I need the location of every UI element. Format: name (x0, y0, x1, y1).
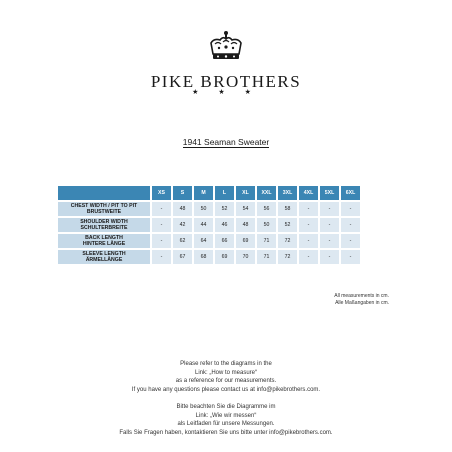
brand-logo (0, 30, 452, 66)
table-cell: 71 (257, 250, 276, 264)
table-cell: - (152, 202, 171, 216)
col-header: L (215, 186, 234, 200)
table-row (58, 202, 360, 216)
table-header-row (58, 186, 360, 200)
info-line: Please refer to the diagrams in the (180, 361, 272, 367)
table-cell: - (341, 202, 360, 216)
info-link[interactable]: Link: „Wie wir messen“ (195, 412, 257, 419)
crown-icon (206, 30, 246, 66)
table-cell: - (320, 234, 339, 248)
table-cell: 52 (215, 202, 234, 216)
table-cell: - (299, 250, 318, 264)
row-label-en: BACK LENGTH (85, 235, 123, 241)
col-header: XL (236, 186, 255, 200)
row-label (58, 234, 150, 248)
table-cell: - (320, 218, 339, 232)
row-label-de: HINTERE LÄNGE (82, 241, 126, 247)
size-table (56, 184, 362, 266)
table-cell: - (341, 218, 360, 232)
info-english (0, 360, 452, 394)
note-de: Alle Maßangaben in cm. (335, 300, 389, 306)
col-header: 4XL (299, 186, 318, 200)
table-cell: - (152, 218, 171, 232)
table-cell: 66 (215, 234, 234, 248)
measurement-note (334, 293, 389, 307)
table-cell: - (341, 234, 360, 248)
title-text: 1941 Seaman Sweater (182, 137, 270, 147)
table-cell: 72 (278, 234, 297, 248)
table-cell: 50 (257, 218, 276, 232)
table-cell: 68 (194, 250, 213, 264)
row-label-en: CHEST WIDTH / PIT TO PIT (70, 203, 138, 209)
row-label-de: SCHULTERBREITE (80, 225, 128, 231)
table-row (58, 250, 360, 264)
table-cell: - (152, 250, 171, 264)
table-row (58, 234, 360, 248)
col-header: M (194, 186, 213, 200)
table-cell: 62 (173, 234, 192, 248)
row-label (58, 250, 150, 264)
table-cell: 46 (215, 218, 234, 232)
table-cell: 48 (236, 218, 255, 232)
table-cell: 50 (194, 202, 213, 216)
col-header: S (173, 186, 192, 200)
table-cell: 42 (173, 218, 192, 232)
table-cell: 71 (257, 234, 276, 248)
table-cell: 54 (236, 202, 255, 216)
row-label-de: ÄRMELLÄNGE (85, 257, 123, 263)
table-cell: 56 (257, 202, 276, 216)
table-cell: - (341, 250, 360, 264)
info-link[interactable]: Link: „How to measure“ (194, 369, 258, 376)
table-cell: 69 (236, 234, 255, 248)
table-cell: 58 (278, 202, 297, 216)
table-cell: 70 (236, 250, 255, 264)
table-cell: 52 (278, 218, 297, 232)
table-cell: 72 (278, 250, 297, 264)
row-label-de: BRUSTWEITE (86, 209, 122, 215)
table-cell: - (152, 234, 171, 248)
info-contact[interactable]: If you have any questions please contact us at info@pikebrothers.com. (131, 386, 321, 393)
table-cell: - (299, 234, 318, 248)
note-en: All measurements in cm. (334, 293, 389, 299)
row-label-en: SHOULDER WIDTH (80, 219, 128, 225)
row-label-en: SLEEVE LENGTH (82, 251, 126, 257)
col-header: 3XL (278, 186, 297, 200)
col-header: XS (152, 186, 171, 200)
info-contact[interactable]: Falls Sie Fragen haben, kontaktieren Sie uns bitte unter info@pikebrothers.com. (119, 429, 333, 436)
info-line: als Leitfaden für unsere Messungen. (177, 421, 275, 428)
brand-stars: ★ ★ ★ (192, 89, 260, 96)
table-cell: 44 (194, 218, 213, 232)
table-cell: 69 (215, 250, 234, 264)
info-german (0, 403, 452, 437)
row-label (58, 218, 150, 232)
page-title (0, 137, 452, 147)
col-header: 6XL (341, 186, 360, 200)
table-corner (58, 186, 150, 200)
info-line: Bitte beachten Sie die Diagramme im (176, 404, 276, 410)
table-cell: - (320, 250, 339, 264)
table-cell: 48 (173, 202, 192, 216)
brand-name: PIKE BROTHERS (150, 72, 302, 91)
col-header: 5XL (320, 186, 339, 200)
col-header: XXL (257, 186, 276, 200)
table-cell: - (320, 202, 339, 216)
row-label (58, 202, 150, 216)
table-cell: - (299, 218, 318, 232)
info-line: as a reference for our measurements. (175, 378, 277, 385)
table-cell: 67 (173, 250, 192, 264)
table-cell: 64 (194, 234, 213, 248)
table-row (58, 218, 360, 232)
table-cell: - (299, 202, 318, 216)
